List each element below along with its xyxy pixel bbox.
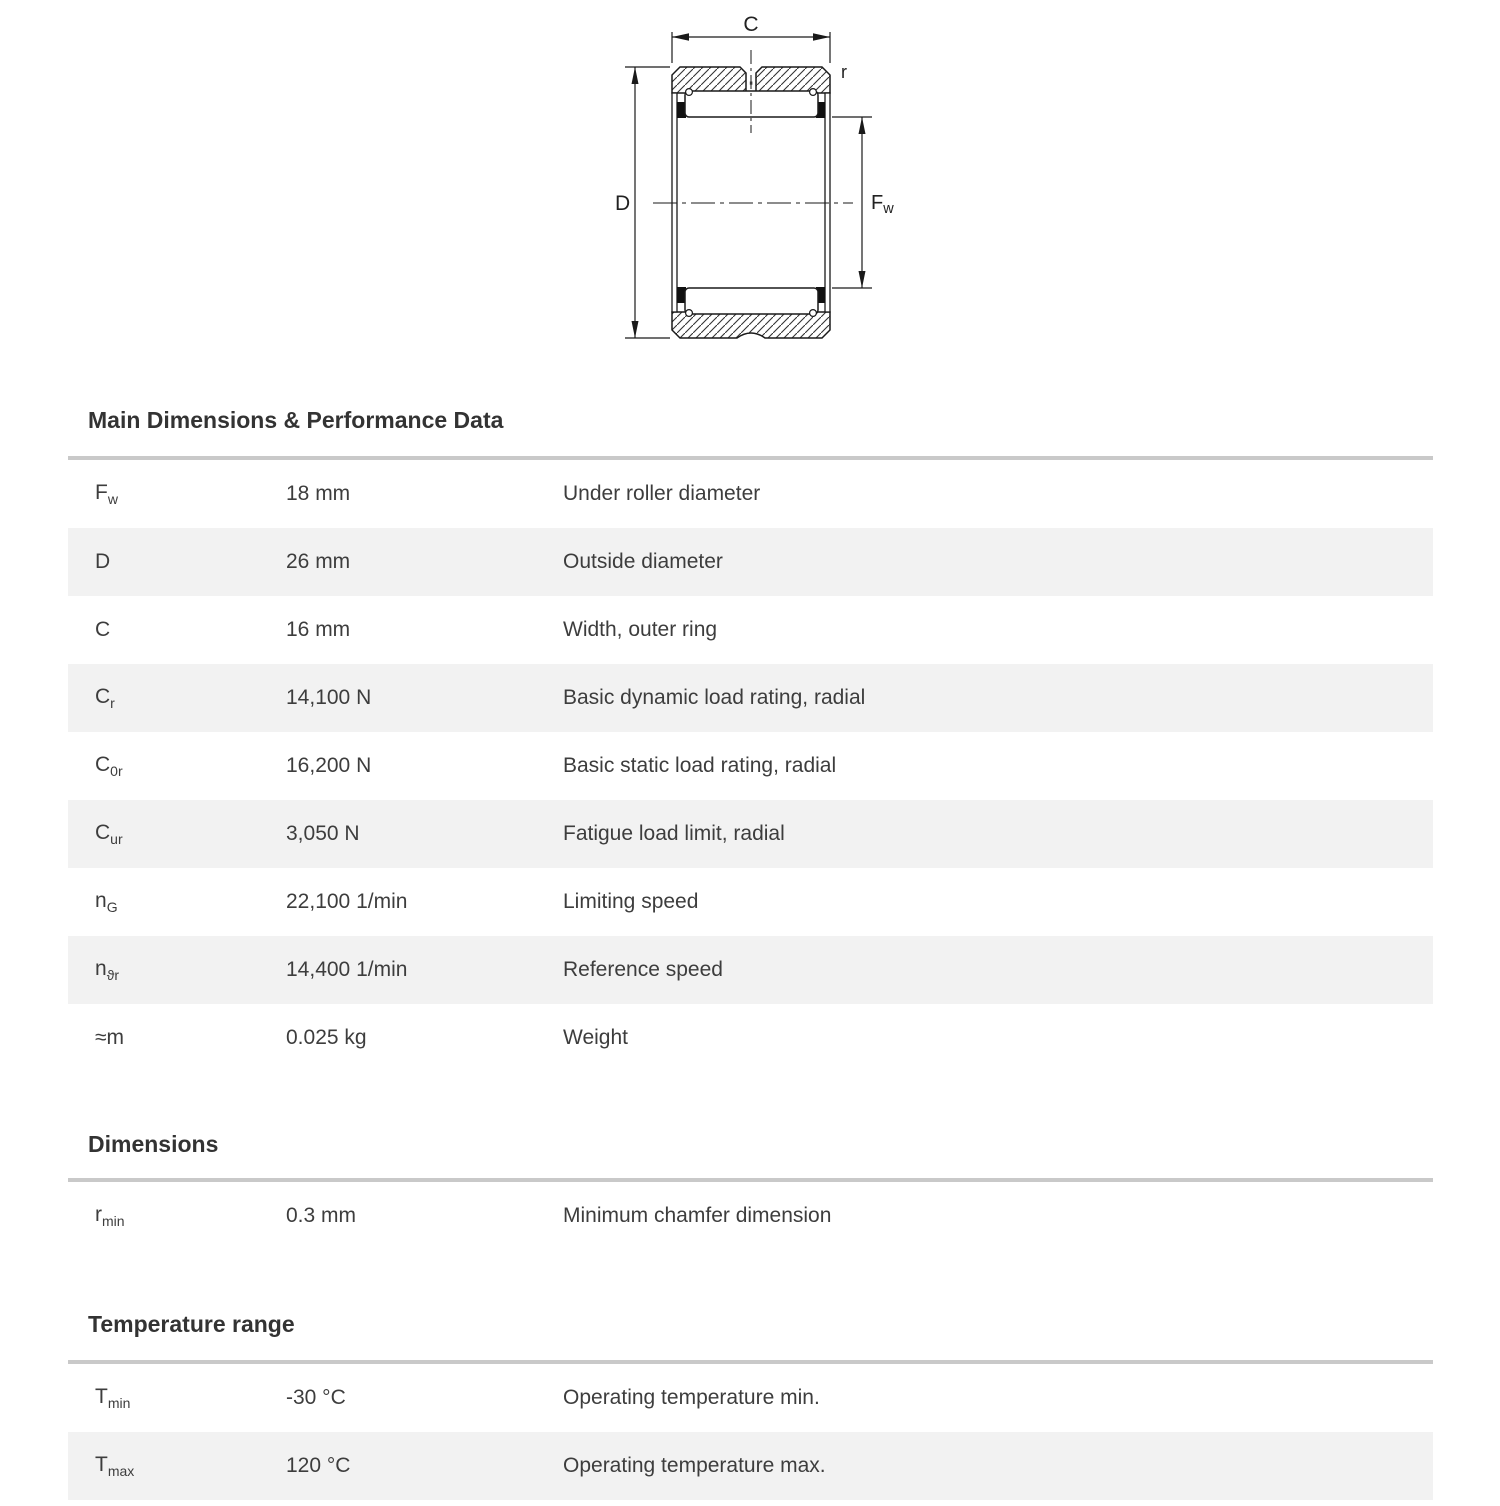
row-symbol: $F_w$ <box>95 481 118 508</box>
row-description: Operating temperature min. <box>563 1386 820 1409</box>
row-value: 18 mm <box>286 482 351 505</box>
table-row <box>68 800 1433 868</box>
spec-content <box>68 404 1433 1500</box>
table-row <box>68 732 1433 800</box>
table-row <box>68 936 1433 1004</box>
row-symbol: $r_{min}$ <box>95 1203 125 1230</box>
row-symbol: ≈m <box>95 1026 125 1049</box>
dim-label-r: r <box>841 62 847 82</box>
row-description: Operating temperature max. <box>563 1454 826 1477</box>
row-value: 14,100 N <box>286 686 372 709</box>
dim-label-d: D <box>615 192 631 215</box>
table-row <box>68 868 1433 936</box>
main-dimensions-table <box>68 460 1433 1072</box>
row-description: Weight <box>563 1026 628 1049</box>
row-description: Fatigue load limit, radial <box>563 822 785 845</box>
row-value: 14,400 1/min <box>286 958 408 981</box>
table-row <box>68 596 1433 664</box>
section-title-main-dimensions: Main Dimensions & Performance Data <box>88 407 504 433</box>
row-symbol: $T_{min}$ <box>95 1385 131 1412</box>
dimensions-table <box>68 1182 1433 1250</box>
row-description: Limiting speed <box>563 890 699 913</box>
dim-label-c: C <box>743 13 759 36</box>
dim-label-fw: $F_w$ <box>871 192 894 217</box>
row-value: 16 mm <box>286 618 351 641</box>
row-value: 0.3 mm <box>286 1204 357 1227</box>
row-symbol: $n_{ϑr}$ <box>95 957 120 984</box>
table-row <box>68 1432 1433 1500</box>
temperature-range-table <box>68 1364 1433 1500</box>
roller-bottom <box>685 288 818 314</box>
row-description: Basic static load rating, radial <box>563 754 837 777</box>
row-value: 3,050 N <box>286 822 360 845</box>
row-symbol: C <box>95 618 111 641</box>
row-symbol: $C_r$ <box>95 685 115 712</box>
table-row <box>68 460 1433 528</box>
row-value: 22,100 1/min <box>286 890 408 913</box>
row-value: 26 mm <box>286 550 351 573</box>
table-row <box>68 1004 1433 1072</box>
table-row <box>68 1182 1433 1250</box>
section-temperature-range <box>68 1308 1433 1500</box>
row-description: Basic dynamic load rating, radial <box>563 686 866 709</box>
row-symbol: $C_{0r}$ <box>95 753 123 780</box>
section-dimensions <box>68 1128 1433 1250</box>
row-symbol: $T_{max}$ <box>95 1453 135 1480</box>
section-main-dimensions <box>68 404 1433 1072</box>
row-value: 16,200 N <box>286 754 372 777</box>
row-value: -30 °C <box>286 1386 346 1409</box>
section-title-temperature-range: Temperature range <box>88 1311 295 1337</box>
row-description: Outside diameter <box>563 550 723 573</box>
row-value: 120 °C <box>286 1454 351 1477</box>
row-description: Minimum chamfer dimension <box>563 1204 832 1227</box>
table-row <box>68 528 1433 596</box>
row-symbol: $n_G$ <box>95 889 118 916</box>
row-description: Reference speed <box>563 958 723 981</box>
section-title-dimensions: Dimensions <box>88 1131 219 1157</box>
table-row <box>68 664 1433 732</box>
row-symbol: $C_{ur}$ <box>95 821 123 848</box>
table-row <box>68 1364 1433 1432</box>
row-description: Width, outer ring <box>563 618 718 641</box>
row-symbol: D <box>95 550 111 573</box>
row-value: 0.025 kg <box>286 1026 367 1049</box>
row-description: Under roller diameter <box>563 482 761 505</box>
bearing-cross-section-diagram <box>605 5 925 365</box>
